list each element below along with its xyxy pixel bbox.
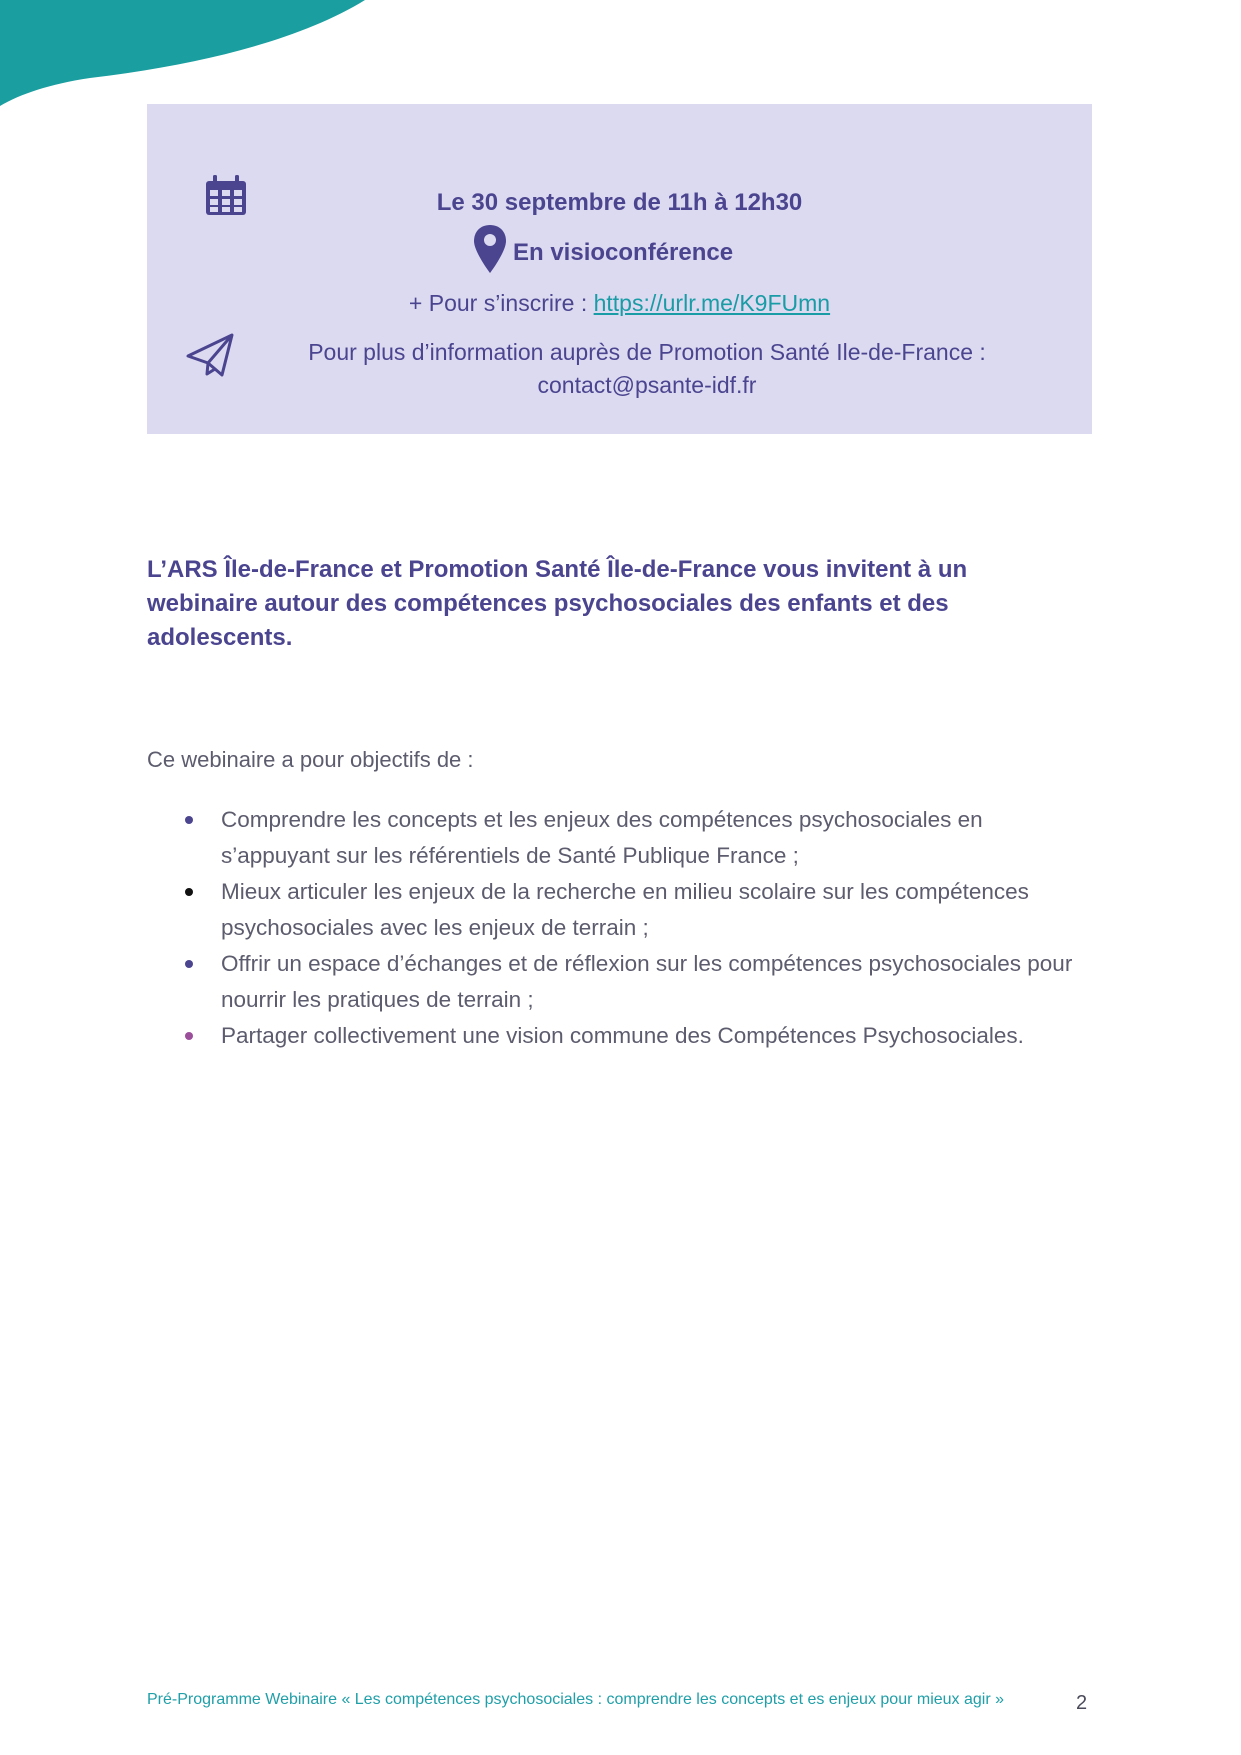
event-date: Le 30 septembre de 11h à 12h30 (436, 189, 803, 216)
objective-text: Comprendre les concepts et les enjeux des compétences psychosociales en s’appuyant sur les référentiels de Santé Publique France ; (221, 807, 983, 868)
corner-wave-decoration (0, 0, 380, 110)
objective-item (147, 874, 1077, 946)
bullet-icon (185, 1032, 193, 1040)
objective-item (147, 946, 1077, 1018)
registration-line (147, 288, 1092, 318)
map-pin-icon (473, 224, 507, 274)
objective-item (147, 802, 1077, 874)
objectives-heading: Ce webinaire a pour objectifs de : (147, 747, 474, 772)
registration-label: + Pour s’inscrire : (408, 290, 594, 316)
contact-email: contact@psante-idf.fr (537, 372, 757, 398)
footer-text: Pré-Programme Webinaire « Les compétences psychosociales : comprendre les concepts et es enjeux pour mieux agir » (147, 1691, 1005, 1708)
paper-plane-icon (185, 332, 235, 378)
bullet-icon (185, 888, 193, 896)
event-location: En visioconférence (513, 239, 734, 266)
event-info-box (147, 104, 1092, 434)
contact-text: Pour plus d’information auprès de Promotion Santé Ile-de-France : (308, 339, 986, 365)
objectives-list (147, 802, 1077, 1054)
page-number: 2 (1076, 1692, 1088, 1714)
objective-text: Mieux articuler les enjeux de la recherche en milieu scolaire sur les compétences psychosociales avec les enjeux de terrain ; (221, 879, 1029, 940)
objective-text: Offrir un espace d’échanges et de réflexion sur les compétences psychosociales pour nourrir les pratiques de terrain ; (221, 951, 1073, 1012)
bullet-icon (185, 960, 193, 968)
objective-item (147, 1018, 1077, 1054)
registration-link[interactable]: https://urlr.me/K9FUmn (593, 290, 831, 316)
objective-text: Partager collectivement une vision commune des Compétences Psychosociales. (221, 1023, 1024, 1048)
contact-info (247, 336, 1047, 402)
invitation-paragraph: L’ARS Île-de-France et Promotion Santé Île-de-France vous invitent à un webinaire autour des compétences psychosociales des enfants et des adolescents. (147, 556, 968, 651)
bullet-icon (185, 816, 193, 824)
